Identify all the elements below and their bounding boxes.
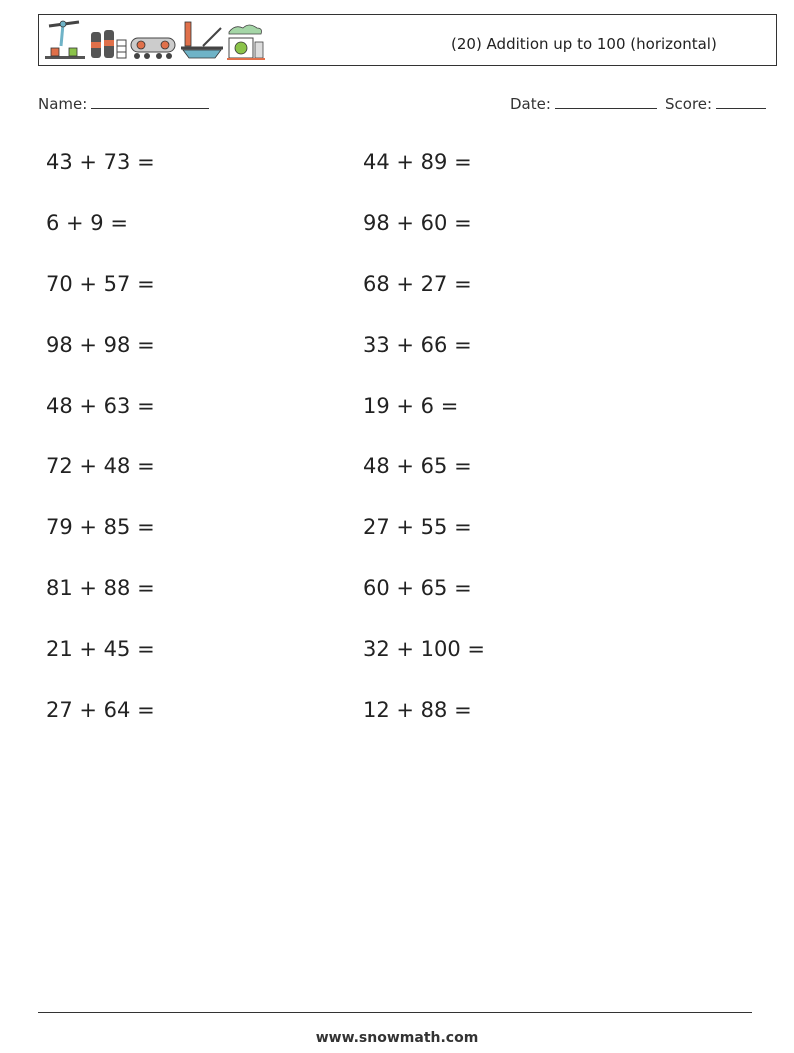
- problem-item: 48 + 65 =: [363, 454, 472, 478]
- worksheet-title: (20) Addition up to 100 (horizontal): [451, 35, 717, 53]
- name-label: Name:: [38, 95, 88, 113]
- problem-item: 43 + 73 =: [46, 150, 155, 174]
- problem-item: 68 + 27 =: [363, 272, 472, 296]
- footer-divider: [38, 1012, 752, 1013]
- problem-item: 44 + 89 =: [363, 150, 472, 174]
- problem-item: 27 + 64 =: [46, 698, 155, 722]
- footer-url: www.snowmath.com: [315, 1030, 479, 1046]
- problem-item: 19 + 6 =: [363, 394, 459, 418]
- problem-item: 27 + 55 =: [363, 515, 472, 539]
- problem-item: 6 + 9 =: [46, 211, 128, 235]
- problem-item: 81 + 88 =: [46, 576, 155, 600]
- problem-item: 12 + 88 =: [363, 698, 472, 722]
- problem-item: 48 + 63 =: [46, 394, 155, 418]
- date-label: Date:: [510, 95, 551, 113]
- problem-item: 60 + 65 =: [363, 576, 472, 600]
- problem-item: 21 + 45 =: [46, 637, 155, 661]
- problem-item: 33 + 66 =: [363, 333, 472, 357]
- score-label: Score:: [665, 95, 713, 113]
- problem-item: 70 + 57 =: [46, 272, 155, 296]
- problem-item: 98 + 60 =: [363, 211, 472, 235]
- problem-item: 72 + 48 =: [46, 454, 155, 478]
- problem-item: 98 + 98 =: [46, 333, 155, 357]
- problem-item: 79 + 85 =: [46, 515, 155, 539]
- problem-item: 32 + 100 =: [363, 637, 486, 661]
